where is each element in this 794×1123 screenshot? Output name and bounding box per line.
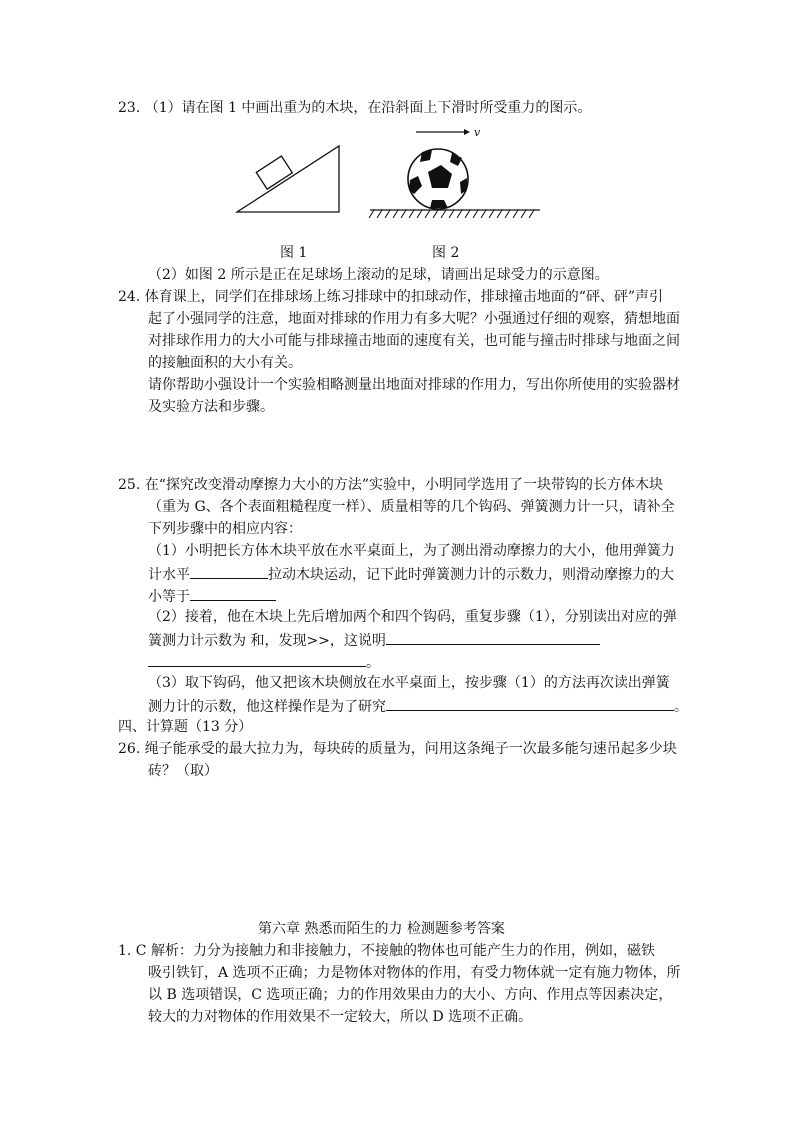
answer-line: 吸引铁钉，A 选项不正确；力是物体对物体的作用，有受力物体就一定有施力物体，所	[148, 965, 681, 981]
q23-part2-text: （2）如图 2 所示是正在足球场上滚动的足球，请画出足球受力的示意图。	[148, 267, 609, 283]
answer-key-title: 第六章 熟悉而陌生的力 检测题参考答案	[258, 921, 505, 937]
q25-step1-prefix: 计水平	[148, 567, 190, 583]
q24-line: 对排球作用力的大小可能与排球撞击地面的速度有关，也可能与撞击时排球与地面之间	[148, 333, 680, 349]
answer-blank[interactable]	[190, 562, 268, 579]
figure-2-caption: 图 2	[432, 245, 460, 261]
figure-2-soccer-ball	[366, 124, 544, 224]
q24-line: 的接触面积的大小有关。	[148, 355, 302, 371]
answer-line: 1. C 解析：力分为接触力和非接触力，不接触的物体也可能产生力的作用，例如，磁铁	[118, 943, 655, 959]
section-4-heading: 四、计算题（13 分）	[118, 719, 253, 735]
wooden-block	[256, 156, 292, 189]
q25-step1-line: （1）小明把长方体木块平放在水平桌面上，为了测出滑动摩擦力的大小，他用弹簧力	[148, 543, 675, 559]
q25-step3-line	[148, 694, 688, 718]
q25-line: （重为 G、各个表面粗糙程度一样）、质量相等的几个钩码、弹簧测力计一只，请补全	[148, 499, 675, 515]
q24-line: 及实验方法和步骤。	[148, 399, 274, 415]
answer-line: 较大的力对物体的作用效果不一定较大，所以 D 选项不正确。	[148, 1009, 533, 1025]
q25-step3-prefix: 测力计的示数，他这样操作是为了研究	[148, 699, 386, 715]
q25-step1-suffix: 拉动木块运动，记下此时弹簧测力计的示数力，则滑动摩擦力的大	[268, 567, 674, 583]
q25-step1-line	[148, 562, 674, 586]
q25-line: 25. 在“探究改变滑动摩擦力大小的方法”实验中，小明同学选用了一块带钩的长方体木块	[118, 477, 664, 493]
answer-blank[interactable]	[190, 584, 276, 601]
q24-line: 起了小强同学的注意，地面对排球的作用力有多大呢？小强通过仔细的观察，猜想地面	[148, 311, 680, 327]
answer-blank[interactable]	[386, 628, 600, 645]
figure-1-incline	[232, 140, 344, 216]
q25-line: 下列步骤中的相应内容：	[148, 521, 302, 537]
q25-step2-prefix: 簧测力计示数为 和，发现>>，这说明	[148, 633, 386, 649]
q25-step2-line: （2）接着，他在木块上先后增加两个和四个钩码，重复步骤（1），分别读出对应的弹	[148, 609, 677, 625]
q26-line: 砖？（取）	[148, 763, 218, 779]
q24-line: 请你帮助小强设计一个实验相略测量出地面对排球的作用力，写出你所使用的实验器材	[148, 377, 680, 393]
q23-part1-text: 23. （1）请在图 1 中画出重为的木块，在沿斜面上下滑时所受重力的图示。	[118, 100, 592, 116]
q25-step1-prefix: 小等于	[148, 589, 190, 605]
answer-line: 以 B 选项错误，C 选项正确；力的作用效果由力的大小、方向、作用点等因素决定，	[148, 987, 673, 1003]
q25-step1-line	[148, 584, 276, 608]
velocity-label: v	[474, 126, 481, 139]
q25-step2-line	[148, 650, 380, 674]
q25-step3-suffix: 。	[674, 699, 688, 715]
answer-blank[interactable]	[148, 650, 366, 667]
q25-step3-line: （3）取下钩码，他又把该木块侧放在水平桌面上，按步骤（1）的方法再次读出弹簧	[148, 675, 670, 691]
q24-line: 24. 体育课上，同学们在排球场上练习排球中的扣球动作，排球撞击地面的“砰、砰”声引	[118, 289, 664, 305]
q26-line: 26. 绳子能承受的最大拉力为，每块砖的质量为，问用这条绳子一次最多能匀速吊起多少块	[118, 741, 677, 757]
figure-1-caption: 图 1	[280, 245, 308, 261]
answer-blank[interactable]	[386, 694, 674, 711]
q25-step2-suffix: 。	[366, 655, 380, 671]
q25-step2-line	[148, 628, 600, 652]
